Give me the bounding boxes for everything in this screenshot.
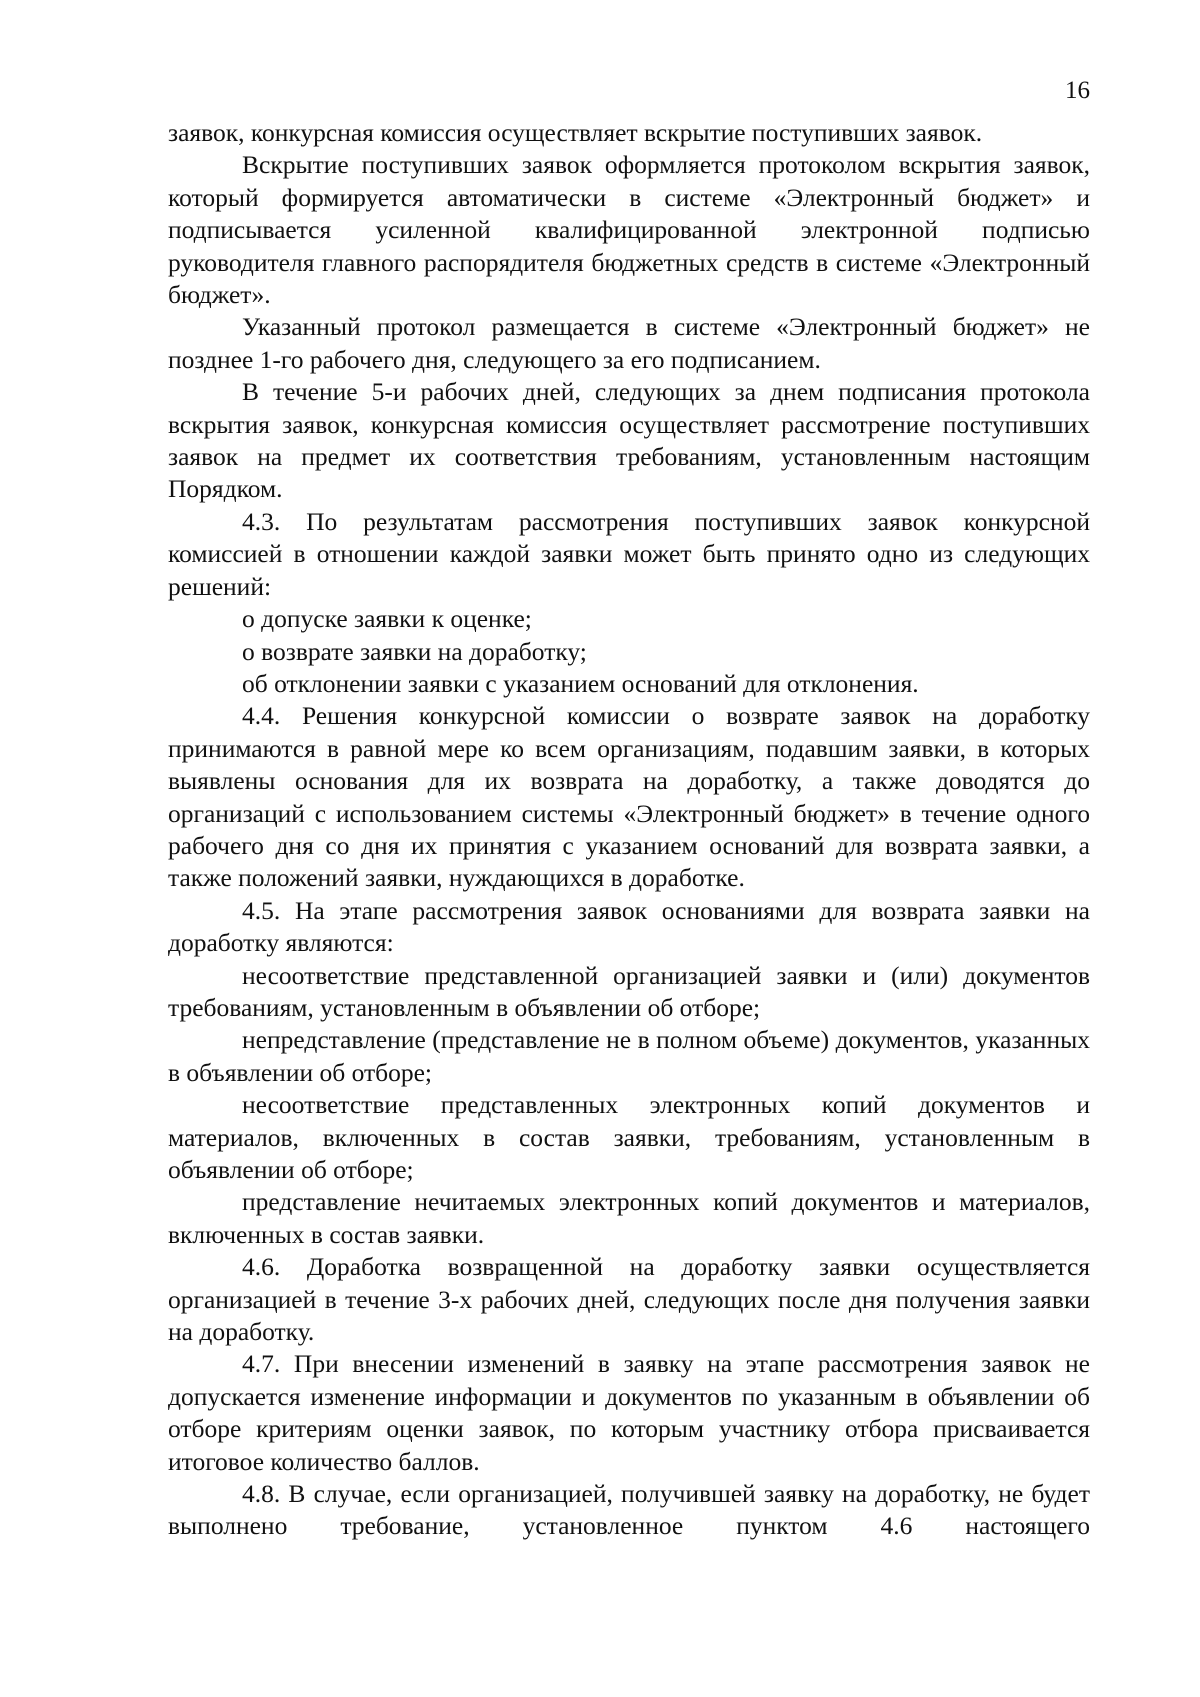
- list-item: об отклонении заявки с указанием оснований для отклонения.: [242, 668, 919, 698]
- list-item: несоответствие представленных электронных копий документов и материалов, включенных в состав заявки, требованиям, установленным в объявлении об отборе;: [168, 1090, 1090, 1184]
- document-body: [168, 117, 1090, 1543]
- list-item: несоответствие представленной организацией заявки и (или) документов требованиям, установленным в объявлении об отборе;: [168, 960, 1090, 1022]
- paragraph: заявок, конкурсная комиссия осуществляет вскрытие поступивших заявок.: [168, 118, 983, 147]
- list-item: о возврате заявки на доработку;: [242, 636, 587, 666]
- paragraph: В течение 5-и рабочих дней, следующих за днем подписания протокола вскрытия заявок, конкурсная комиссия осуществляет рассмотрение поступивших заявок на предмет их соответствия требованиям, установленным настоящим Порядком.: [168, 377, 1090, 504]
- paragraph: 4.6. Доработка возвращенной на доработку заявки осуществляется организацией в течение 3-х рабочих дней, следующих после дня получения заявки на доработку.: [168, 1252, 1090, 1347]
- page-number: 16: [1065, 77, 1090, 104]
- list-item: о допуске заявки к оценке;: [242, 604, 532, 634]
- paragraph: 4.3. По результатам рассмотрения поступивших заявок конкурсной комиссией в отношении каждой заявки может быть принято одно из следующих решений:: [168, 506, 1090, 601]
- paragraph: 4.5. На этапе рассмотрения заявок основаниями для возврата заявки на доработку являются:: [168, 895, 1090, 958]
- list-item: представление нечитаемых электронных копий документов и материалов, включенных в состав заявки.: [168, 1187, 1090, 1249]
- paragraph: Вскрытие поступивших заявок оформляется протоколом вскрытия заявок, который формируется автоматически в системе «Электронный бюджет» и подписывается усиленной квалифицированной электронной подписью руководителя главного распорядителя бюджетных средств в системе «Электронный бюджет».: [168, 150, 1090, 310]
- list-item: непредставление (представление не в полном объеме) документов, указанных в объявлении об отборе;: [168, 1025, 1090, 1087]
- paragraph: 4.7. При внесении изменений в заявку на этапе рассмотрения заявок не допускается изменение информации и документов по указанным в объявлении об отборе критериям оценки заявок, по которым участнику отбора присваивается итоговое количество баллов.: [168, 1349, 1090, 1476]
- paragraph: Указанный протокол размещается в системе «Электронный бюджет» не позднее 1-го рабочего дня, следующего за его подписанием.: [168, 312, 1090, 374]
- paragraph: 4.8. В случае, если организацией, получившей заявку на доработку, не будет выполнено требование, установленное пунктом 4.6 настоящего: [168, 1479, 1090, 1541]
- paragraph: 4.4. Решения конкурсной комиссии о возврате заявок на доработку принимаются в равной мере ко всем организациям, подавшим заявки, в которых выявлены основания для их возврата на доработку, а также доводятся до организаций с использованием системы «Электронный бюджет» в течение одного рабочего дня со дня их принятия с указанием оснований для возврата заявки, а также положений заявки, нуждающихся в доработке.: [168, 701, 1090, 893]
